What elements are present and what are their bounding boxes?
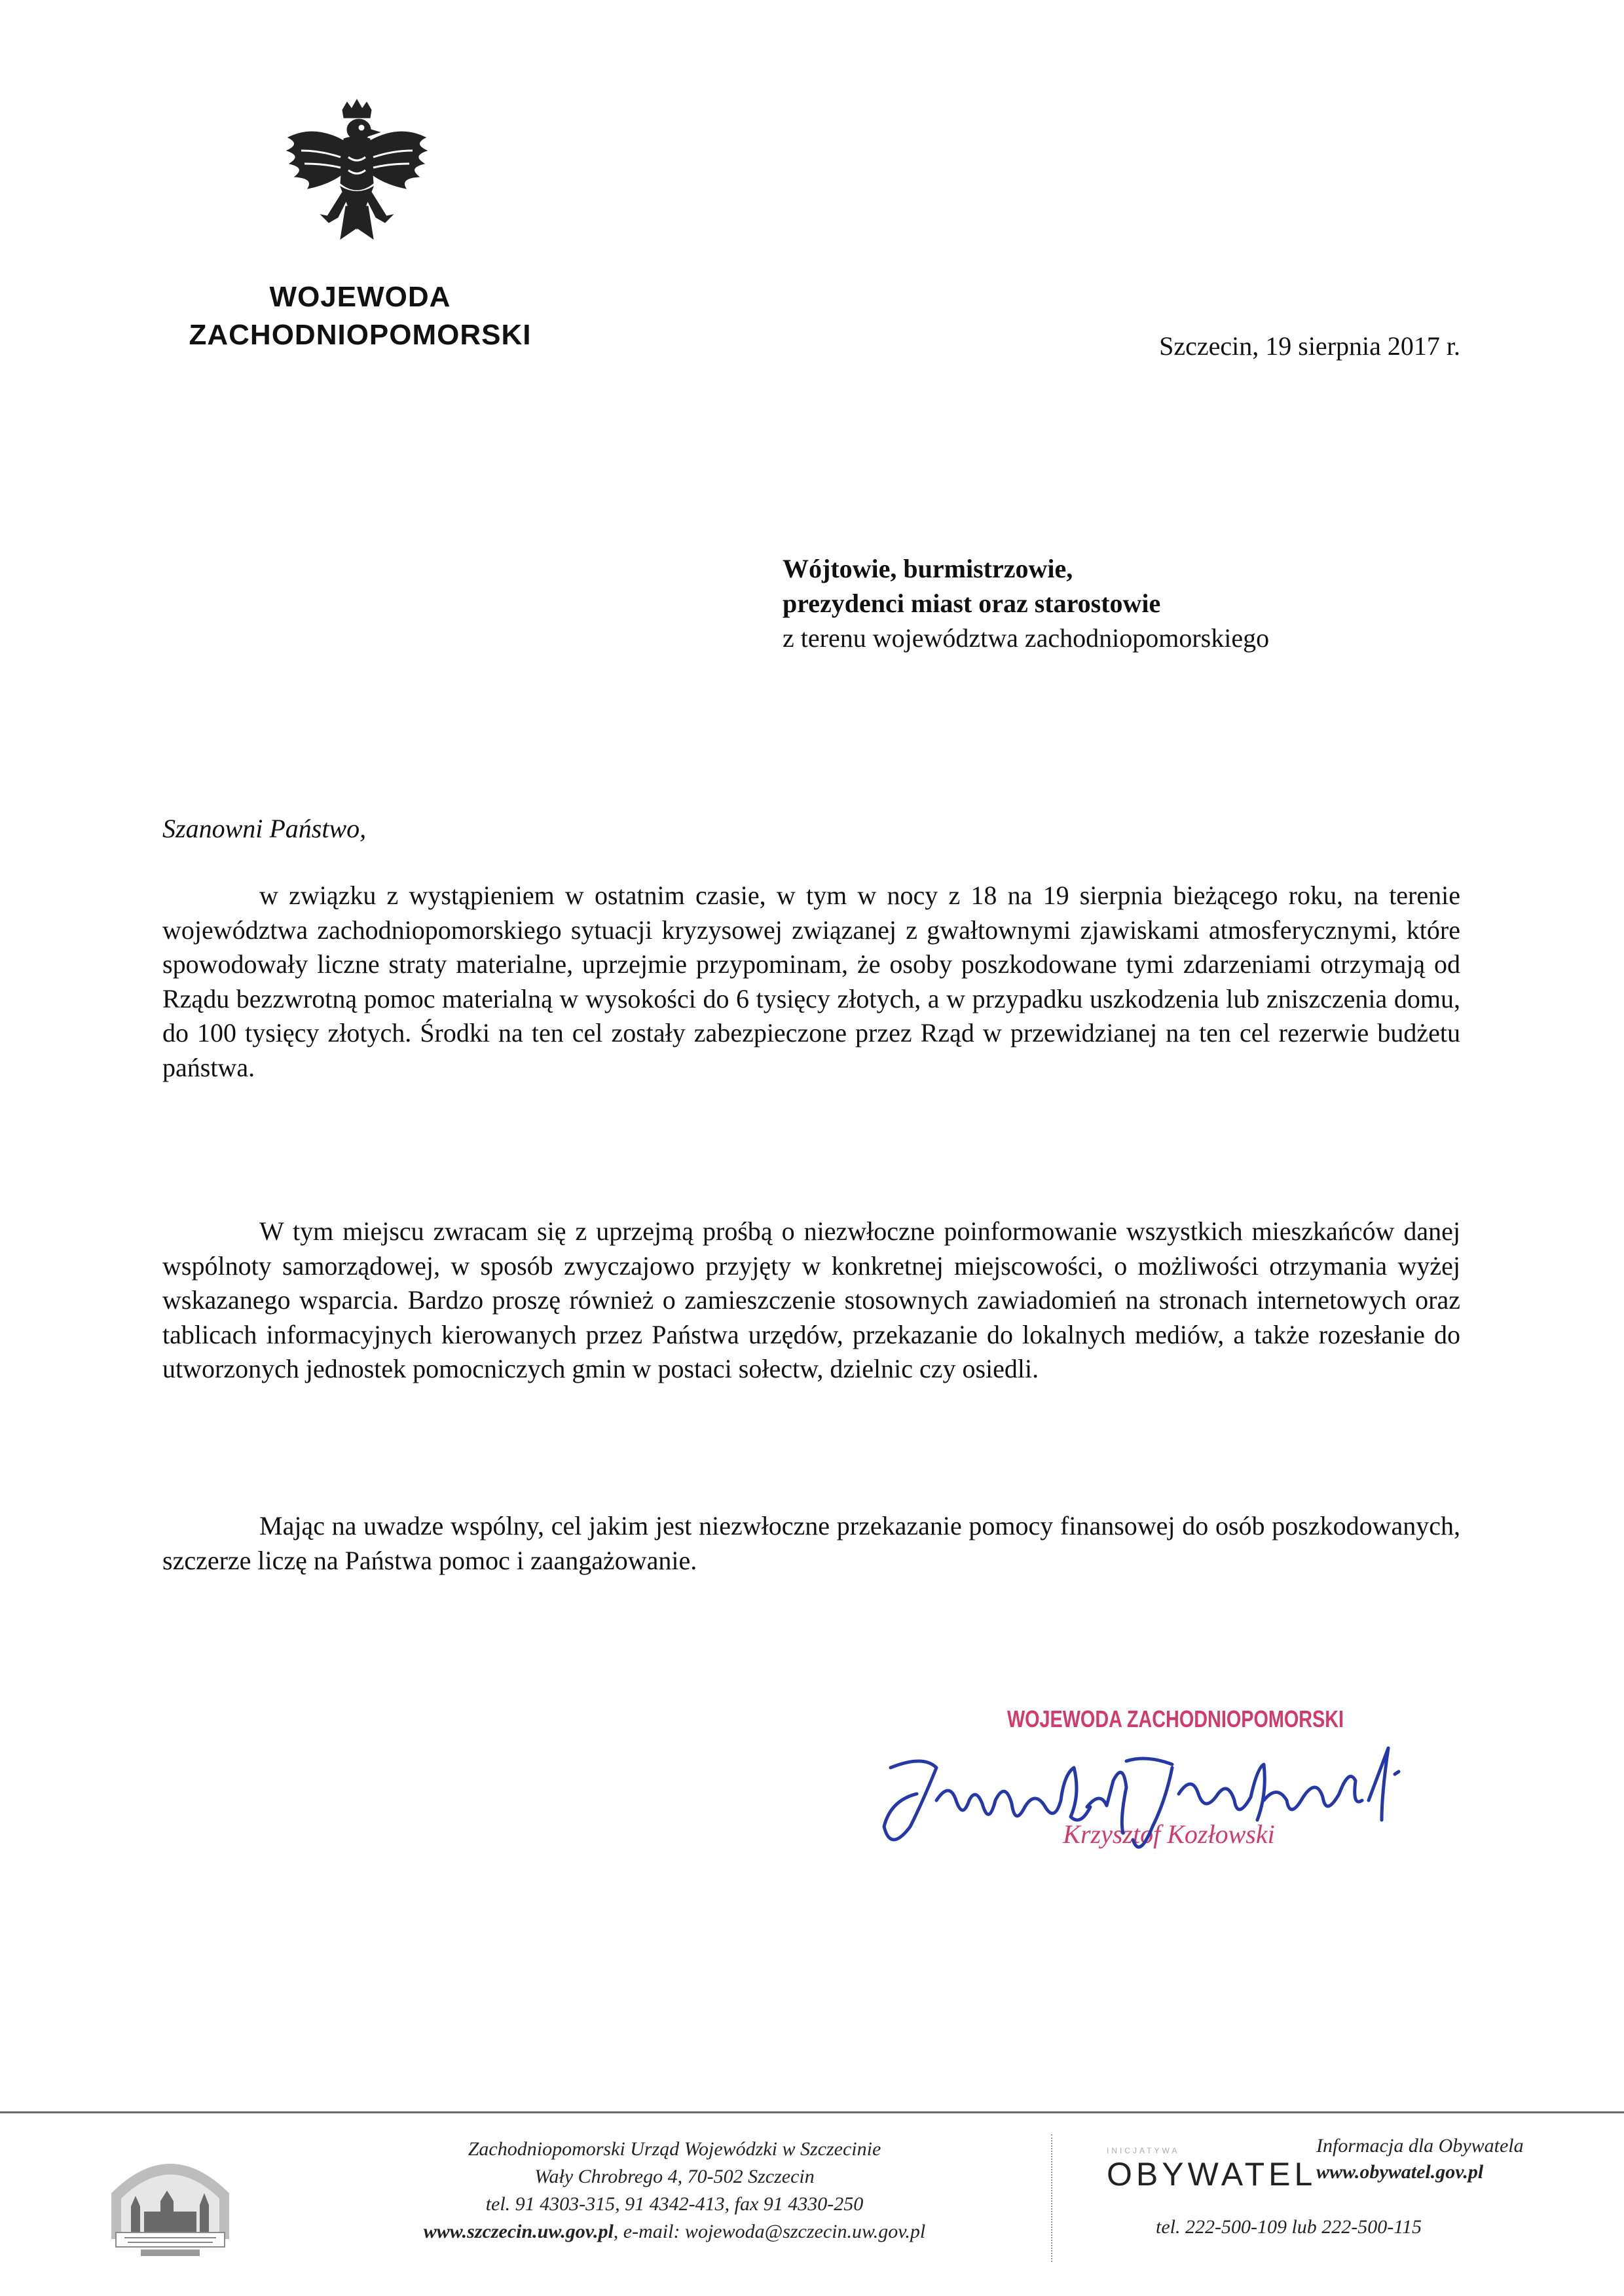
citizen-info-title: Informacja dla Obywatela	[1316, 2135, 1524, 2157]
footer-divider	[0, 2111, 1624, 2113]
handwritten-signature	[864, 1728, 1421, 1872]
addressee-line1: Wójtowie, burmistrzowie,	[783, 554, 1073, 583]
issuer-title-line2: ZACHODNIOPOMORSKI	[189, 319, 532, 351]
salutation: Szanowni Państwo,	[162, 814, 367, 843]
addressee-line2: prezydenci miast oraz starostowie	[783, 589, 1161, 618]
citizen-info-website[interactable]: www.obywatel.gov.pl	[1316, 2161, 1484, 2183]
official-stamp-title: WOJEWODA ZACHODNIOPOMORSKI	[1006, 1705, 1344, 1732]
footer-contact	[301, 2136, 1048, 2246]
citizen-info-phone: tel. 222-500-109 lub 222-500-115	[1156, 2216, 1422, 2238]
footer-separator	[1051, 2134, 1052, 2262]
footer-phones: tel. 91 4303-315, 91 4342-413, fax 91 4330-250	[485, 2193, 864, 2215]
footer-address: Wały Chrobrego 4, 70-502 Szczecin	[534, 2166, 815, 2187]
body-paragraph-3: Mając na uwadze wspólny, cel jakim jest niezwłoczne przekazanie pomocy finansowej do osób poszkodowanych, szczerze liczę na Państwa pomoc i zaangażowanie.	[162, 1511, 1460, 1575]
obywatel-logo: OBYWATEL	[1107, 2156, 1317, 2193]
footer-website-link[interactable]: www.szczecin.uw.gov.pl	[423, 2221, 614, 2242]
footer-org-name: Zachodniopomorski Urząd Wojewódzki w Szczecinie	[468, 2138, 881, 2160]
polish-eagle-icon	[275, 98, 439, 262]
issuer-title	[177, 278, 544, 354]
body-paragraph-2: W tym miejscu zwracam się z uprzejmą prośbą o niezwłoczne poinformowanie wszystkich mieszkańców danej wspólnoty samorządowej, w sposób zwyczajowo przyjęty w konkretnej miejscowości, o możliwości otrzymania wyżej wskazanego wsparcia. Bardzo proszę również o zamieszczenie stosownych zawiadomień na stronach internetowych oraz tablicach informacyjnych kierowanych przez Państwa urzędów, przekazanie do lokalnych mediów, a także rozesłanie do utworzonych jednostek pomocniczych gmin w postaci sołectw, dzielnic czy osiedli.	[162, 1216, 1460, 1383]
citizen-info	[1316, 2133, 1591, 2185]
footer-web-email	[301, 2218, 1048, 2246]
addressee-line3: z terenu województwa zachodniopomorskiego	[783, 623, 1270, 653]
footer-email: , e-mail: wojewoda@szczecin.uw.gov.pl	[613, 2221, 926, 2242]
letter-date: Szczecin, 19 sierpnia 2017 r.	[1159, 331, 1460, 361]
issuer-title-line1: WOJEWODA	[269, 281, 451, 313]
urzad-wojewodzki-logo-icon	[101, 2141, 239, 2262]
official-stamp-name: Krzysztof Kozłowski	[1063, 1819, 1275, 1849]
obywatel-initiative-label: INICJATYWA	[1107, 2146, 1180, 2155]
addressee-block	[783, 551, 1568, 655]
body-paragraph-1: w związku z wystąpieniem w ostatnim czasie, w tym w nocy z 18 na 19 sierpnia bieżącego roku, na terenie województwa zachodniopomorskiego sytuacji kryzysowej związanej z gwałtownymi zjawiskami atmosferycznymi, które spowodowały liczne straty materialne, uprzejmie przypominam, że osoby poszkodowane tymi zdarzeniami otrzymają od Rządu bezzwrotną pomoc materialną w wysokości do 6 tysięcy złotych, a w przypadku uszkodzenia lub zniszczenia domu, do 100 tysięcy złotych. Środki na ten cel zostały zabezpieczone przez Rząd w przewidzianej na ten cel rezerwie budżetu państwa.	[162, 881, 1460, 1082]
